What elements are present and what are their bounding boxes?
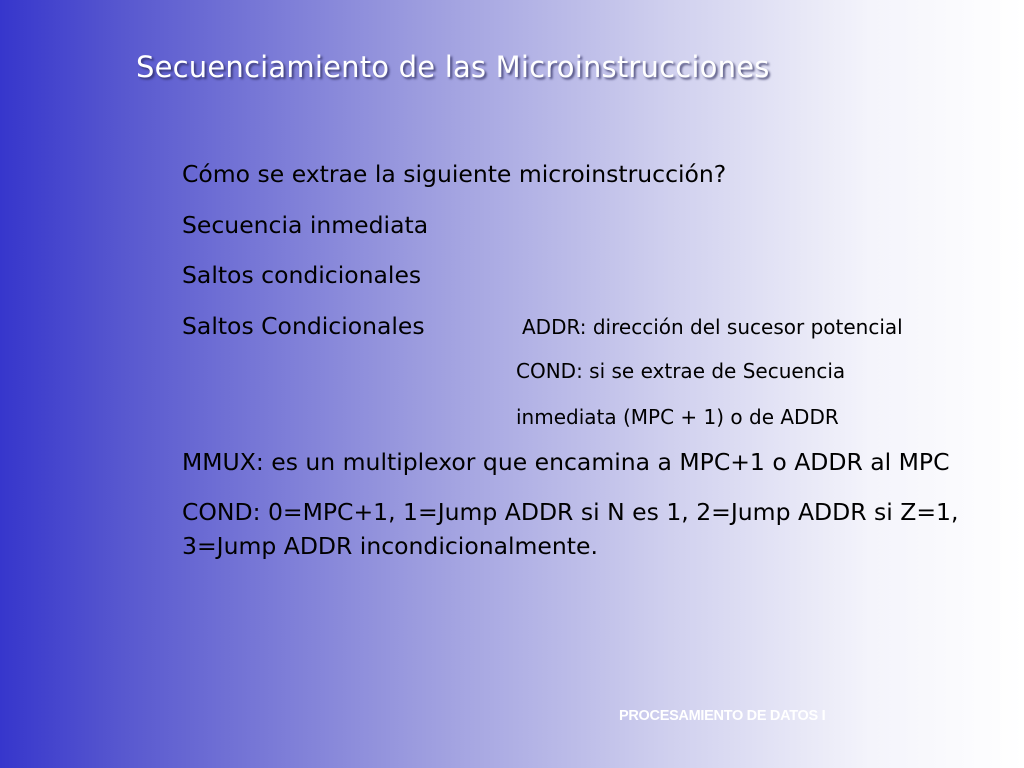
cond-note-line-2: inmediata (MPC + 1) o de ADDR — [516, 404, 839, 429]
mmux-paragraph: MMUX: es un multiplexor que encamina a MPC+1 o ADDR al MPC — [182, 447, 950, 476]
conditional-jumps-heading: Saltos Condicionales — [182, 311, 425, 340]
addr-note: ADDR: dirección del sucesor potencial — [522, 314, 903, 339]
cond-note-line-1: COND: si se extrae de Secuencia — [516, 358, 846, 383]
conditional-jumps-line: Saltos condicionales — [182, 261, 422, 289]
question-line: Cómo se extrae la siguiente microinstrucción? — [182, 160, 727, 188]
cond-values-paragraph: COND: 0=MPC+1, 1=Jump ADDR si N es 1, 2=Jump ADDR si Z=1, 3=Jump ADDR incondicionalmente. — [182, 498, 959, 560]
conditional-jumps-row — [182, 310, 1012, 343]
slide-title: Secuenciamiento de las Microinstrucciones — [136, 50, 770, 84]
cond-notes — [182, 354, 1012, 446]
slide-content — [182, 158, 1012, 580]
sequence-line: Secuencia inmediata — [182, 210, 429, 239]
footer-label: PROCESAMIENTO DE DATOS I — [619, 708, 826, 724]
